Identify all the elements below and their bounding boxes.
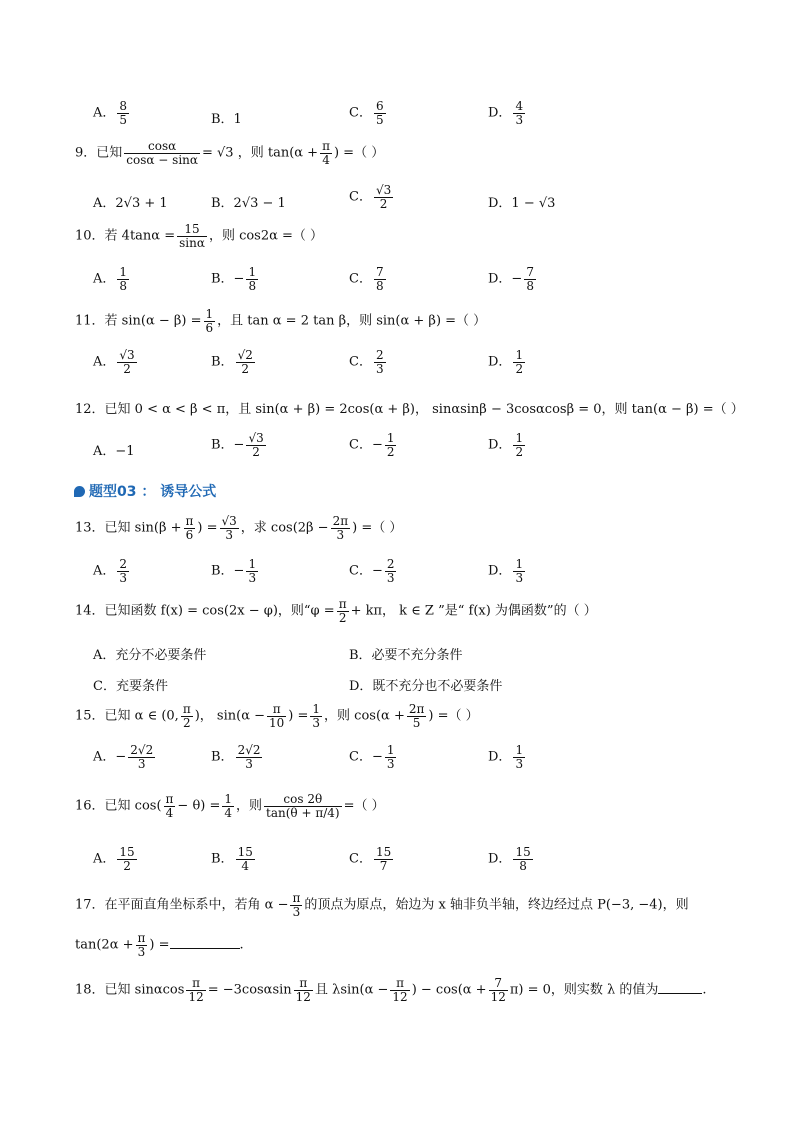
q18-stem: 18．已知 sinαcos $\frac{\pi}{12}$ = −3cosαsin $\frac{\pi}{12}$ 且 λsin(α − $\frac{\pi}{12}$ ) − cos(α + $\frac{7}{12}$ π) = 0，则实数 λ 的值为 . (75, 976, 707, 1004)
section-marker-icon (74, 486, 85, 497)
section-heading: 题型03 ： 诱导公式 (74, 481, 216, 501)
q10-option-a: A． $\frac{1}{8}$ (93, 265, 128, 293)
q17-stem: 17．在平面直角坐标系中，若角 α − $\frac{\pi}{3}$ 的顶点为原点，始边为 x 轴非负半轴，终边经过点 P(−3, −4)，则 (75, 891, 689, 919)
q10-stem: 10．若 4tanα = $\frac{15}{\sin\alpha}$ ，则 cos2α =（ ） (75, 222, 324, 250)
q13-option-d: D． $\frac{1}{3}$ (488, 557, 524, 585)
q10-option-c: C． $\frac{7}{8}$ (349, 265, 384, 293)
q18-answer-blank[interactable] (658, 983, 702, 994)
q17-answer-blank[interactable] (170, 938, 240, 949)
q16-option-d: D． $\frac{15}{8}$ (488, 845, 531, 873)
q14-stem: 14．已知函数 f(x) = cos(2x − φ)，则“φ = $\frac{\pi}{2}$ + kπ， k ∈ Z ”是“ f(x) 为偶函数”的（ ） (75, 597, 597, 625)
q17-stem-line2: tan(2α + $\frac{\pi}{3}$ ) = . (75, 931, 244, 959)
q14-option-d: D．既不充分也不必要条件 (349, 679, 503, 694)
q8-option-d: D． $\frac{4}{3}$ (488, 99, 524, 127)
q13-stem: 13．已知 sin(β + $\frac{\pi}{6}$ ) = $\frac{√3}{3}$ ，求 cos(2β − $\frac{2\pi}{3}$ ) =（ ） (75, 514, 403, 542)
q9-stem: 9．已知 $\frac{\cos\alpha}{\cos\alpha - \sin\alpha}$ = √3 ，则 tan(α + $\frac{\pi}{4}$ ) =（ ） (75, 139, 385, 167)
q15-option-c: C．− $\frac{1}{3}$ (349, 743, 395, 771)
q15-option-d: D． $\frac{1}{3}$ (488, 743, 524, 771)
q13-option-a: A． $\frac{2}{3}$ (93, 557, 128, 585)
q13-option-c: C．− $\frac{2}{3}$ (349, 557, 395, 585)
q8-option-b: B．1 (211, 112, 242, 127)
q15-option-a: A．− $\frac{2√2}{3}$ (93, 743, 154, 771)
q9-option-d: D．1 − √3 (488, 196, 556, 211)
q11-option-a: A． $\frac{√3}{2}$ (93, 348, 135, 376)
q16-option-b: B． $\frac{15}{4}$ (211, 845, 253, 873)
q10-option-d: D．− $\frac{7}{8}$ (488, 265, 534, 293)
q10-option-b: B．− $\frac{1}{8}$ (211, 265, 257, 293)
q11-stem: 11．若 sin(α − β) = $\frac{1}{6}$ ，且 tan α = 2 tan β，则 sin(α + β) =（ ） (75, 307, 487, 335)
q12-stem: 12．已知 0 < α < β < π，且 sin(α + β) = 2cos(α + β)， sinαsinβ − 3cosαcosβ = 0，则 tan(α − β) =（ ） (75, 402, 744, 417)
q14-option-a: A．充分不必要条件 (93, 648, 207, 663)
q16-stem: 16．已知 cos( $\frac{\pi}{4}$ − θ) = $\frac{1}{4}$ ，则 $\frac{\cos 2\theta}{\tan(\theta + \pi/4)}$ =（ ） (75, 792, 385, 820)
q8-option-a: A． $\frac{8}{5}$ (93, 99, 128, 127)
q8-option-c: C． $\frac{6}{5}$ (349, 99, 384, 127)
q9-option-a: A．2√3 + 1 (93, 196, 168, 211)
q13-option-b: B．− $\frac{1}{3}$ (211, 557, 257, 585)
q12-option-b: B．− $\frac{√3}{2}$ (211, 431, 264, 459)
q11-option-c: C． $\frac{2}{3}$ (349, 348, 384, 376)
q12-option-d: D． $\frac{1}{2}$ (488, 431, 524, 459)
q12-option-c: C．− $\frac{1}{2}$ (349, 431, 395, 459)
q9-option-c: C． $\frac{√3}{2}$ (349, 183, 392, 211)
q15-stem: 15．已知 α ∈ (0, $\frac{\pi}{2}$ )， sin(α − $\frac{\pi}{10}$ ) = $\frac{1}{3}$ ，则 cos(α + $\frac{2\pi}{5}$ ) =（ ） (75, 702, 479, 730)
q14-option-b: B．必要不充分条件 (349, 648, 463, 663)
q16-option-a: A． $\frac{15}{2}$ (93, 845, 135, 873)
q11-option-b: B． $\frac{√2}{2}$ (211, 348, 253, 376)
q9-option-b: B．2√3 − 1 (211, 196, 286, 211)
q16-option-c: C． $\frac{15}{7}$ (349, 845, 392, 873)
q11-option-d: D． $\frac{1}{2}$ (488, 348, 524, 376)
q15-option-b: B． $\frac{2√2}{3}$ (211, 743, 261, 771)
q12-option-a: A．−1 (93, 444, 135, 459)
q14-option-c: C．充要条件 (93, 679, 168, 694)
